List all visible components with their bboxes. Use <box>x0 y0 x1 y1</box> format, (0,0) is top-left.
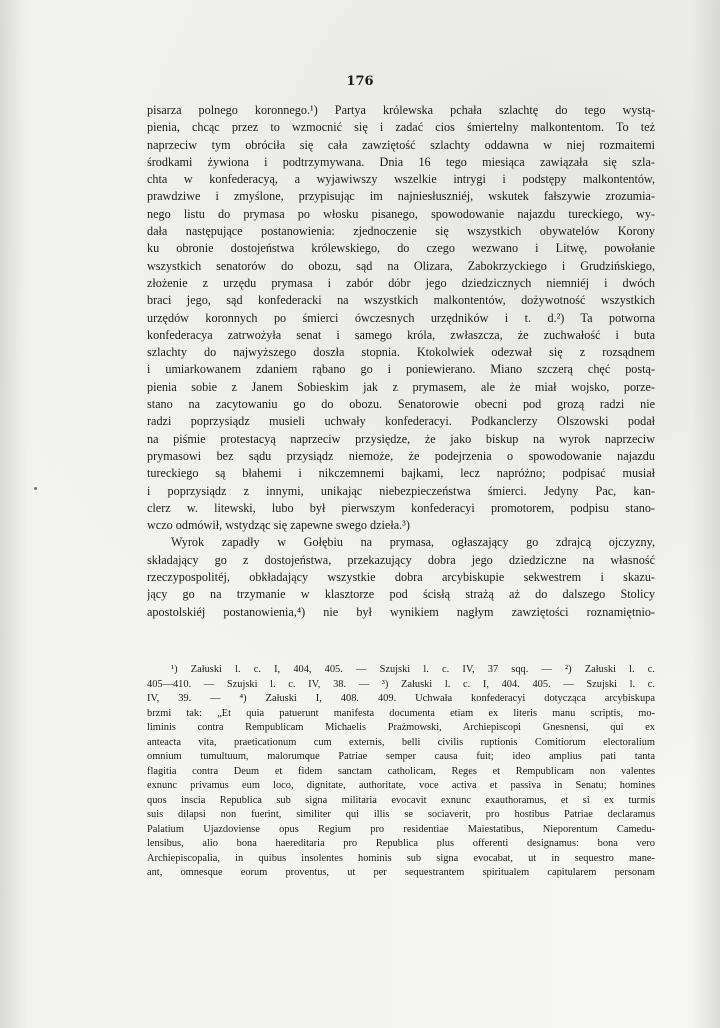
text-line: konfederacya zatrwożyła senat i samego króla, zwłaszcza, że zuchwałość i buta <box>147 327 655 342</box>
footnote-line: omnium tumultuum, malorumque Patriae semper causa fuit; ideo amplius pati tanta <box>147 751 655 762</box>
text-line: składający go z dostojeństwa, przekazujący dobra jego dziedziczne na własność <box>147 552 655 567</box>
text-line: i umiarkowanem zdaniem rąbano go i poniewierano. Miano szczerą chęć postą- <box>147 362 655 377</box>
text-line: tureckiego są błahemi i nikczemnemi bajkami, lecz napróżno; podpisać musiał <box>147 466 655 481</box>
text-line: apostolskiéj postanowienia,⁴) nie był wynikiem nagłym zawziętości roznamiętnio- <box>147 604 655 619</box>
footnote-line: ¹) Załuski l. c. I, 404, 405. — Szujski l. c. IV, 37 sqq. — ²) Załuski l. c. <box>171 664 655 675</box>
text-line: prymasowi bez sądu przysiądz niemoże, że podejrzenia o spowodowanie najazdu <box>147 448 655 463</box>
text-line: złożenie z urzędu prymasa i zabór dóbr jego dziedzicznych niemniéj i dwóch <box>147 275 655 290</box>
text-line: na piśmie protestacyą naprzeciw przysiędze, że jako biskup na wyrok naprzeciw <box>147 431 655 446</box>
text-line: środkami żywiona i podtrzymywana. Dnia 16 tego miesiąca zawiązała się szla- <box>147 154 655 169</box>
footnote-line: ant, omnesque eorum proventus, ut per sequestrantem spiritualem capitularem personam <box>147 867 655 878</box>
page-number: 176 <box>346 74 374 89</box>
text-line: nego listu do prymasa po włosku pisanego, spowodowanie najazdu tureckiego, wy- <box>147 206 655 221</box>
text-line: clerz w. litewski, lubo był pierwszym konfederacyi promotorem, podpisu stano- <box>147 500 655 515</box>
footnote-line: brzmi tak: „Et quia patuerunt manifesta documenta etiam ex literis manu scriptis, mo- <box>147 707 655 719</box>
text-line: radzi poprzysiądz musieli uchwały konfederacyi. Podkanclerzy Olszowski podał <box>147 414 655 429</box>
footnote-line: anteacta vita, praeticationum cum externis, belli civilis ruptionis Comitiorum electoralium <box>147 736 655 748</box>
text-line: chta w konfederacyą, a wyjawiwszy wszelkie intrygi i podstępy malkontentów, <box>147 172 655 187</box>
footnote-line: Palatium Ujazdoviense opus Regium pro residentiae Maiestatibus, Nieporentum Camedu- <box>147 823 655 835</box>
text-line: stano na zacytowaniu go do obozu. Senatorowie obecni pod grozą radzi nie <box>147 397 655 412</box>
footnote-line: 405—410. — Szujski l. c. IV, 38. — ³) Załuski l. c. I, 404. 405. — Szujski l. c. <box>147 678 655 690</box>
footnotes <box>147 663 655 881</box>
footnote-line: Archiepiscopalia, in quibus insolentes hominis sub signa evocabat, ut in sequestro mane- <box>147 852 655 864</box>
text-line: rzeczypospolitéj, obkładający wszystkie dobra arcybiskupie sekwestrem i skazu- <box>147 570 655 585</box>
text-line: Wyrok zapadły w Gołębiu na prymasa, ogłaszający go zdrajcą ojczyzny, <box>171 535 655 550</box>
text-line: wszystkich senatorów do obozu, sąd na Olizara, Zabokrzyckiego i Grudzińskiego, <box>147 258 655 273</box>
footnote-line: exnunc privamus eum loco, dignitate, authoritate, voce activa et passiva in Senatu; homines <box>147 780 655 791</box>
text-line: dała następujące postanowienia: zjednoczenie się wszystkich obywatelów Korony <box>147 224 655 239</box>
footnote-line: IV, 39. — ⁴) Załuski I, 408. 409. Uchwała konfederacyi dotycząca arcybiskupa <box>147 693 655 704</box>
footnote-line: quos inscia Republica sub signa militaria evocavit exnunc exauthoramus, et si ex turmis <box>147 794 655 806</box>
main-text <box>147 102 655 621</box>
text-line: naprzeciw tym obróciła się cała zawziętość szlachty oddawna w niej rozmaitemi <box>147 137 655 152</box>
text-line: i poprzysiądz z innymi, unikając niebezpieczeństwa śmierci. Jedyny Pac, kan- <box>147 483 655 498</box>
footnote-line: lensibus, alio bona haereditaria pro Republica plus offerenti designamus: bona vero <box>147 838 655 849</box>
text-line: wczo odmówił, wstydząc się zapewne swego dzieła.³) <box>147 518 410 533</box>
text-line: braci jego, sąd konfederacki na wszystkich malkontentów, dożywotność wszystkich <box>147 293 655 308</box>
footnote-line: liminis contra Rempublicam Michaelis Prażmowski, Archiepiscopi Gnesnensi, qui ex <box>147 722 655 733</box>
text-line: jący go na trzymanie w klasztorze pod ścisłą strażą aż do dalszego Stolicy <box>147 587 655 602</box>
margin-speck <box>34 487 37 490</box>
text-line: ku obronie dostojeństwa królewskiego, do czego wezwano i Litwę, powołanie <box>147 241 655 256</box>
text-line: urzędów koronnych po śmierci ówczesnych urzędników i t. d.²) Ta potworna <box>147 310 655 325</box>
text-line: prawdziwe i zmyślone, przypisując im najniesłuszniéj, wskutek fałszywie zrozumia- <box>147 189 655 204</box>
text-line: pisarza polnego koronnego.¹) Partya królewska pchała szlachtę do tego wystą- <box>147 103 655 117</box>
footnote-line: flagitia contra Deum et fidem sanctam catholicam, Reges et Rempublicam non valentes <box>147 765 655 777</box>
footnote-line: suis dilapsi non fuerint, similiter qui illis se sociaverit, pro hostibus Patriae declaramus <box>147 809 655 820</box>
text-line: pienia sobie z Janem Sobieskim jak z prymasem, ale że miał wojsko, porze- <box>147 379 655 394</box>
text-line: pienia, chcąc przez to wzmocnić się i zadać cios śmiertelny malkontentom. To też <box>147 120 655 135</box>
text-line: szlachty do najwyższego doszła stopnia. Ktokolwiek odezwał się z rozsądnem <box>147 345 655 360</box>
